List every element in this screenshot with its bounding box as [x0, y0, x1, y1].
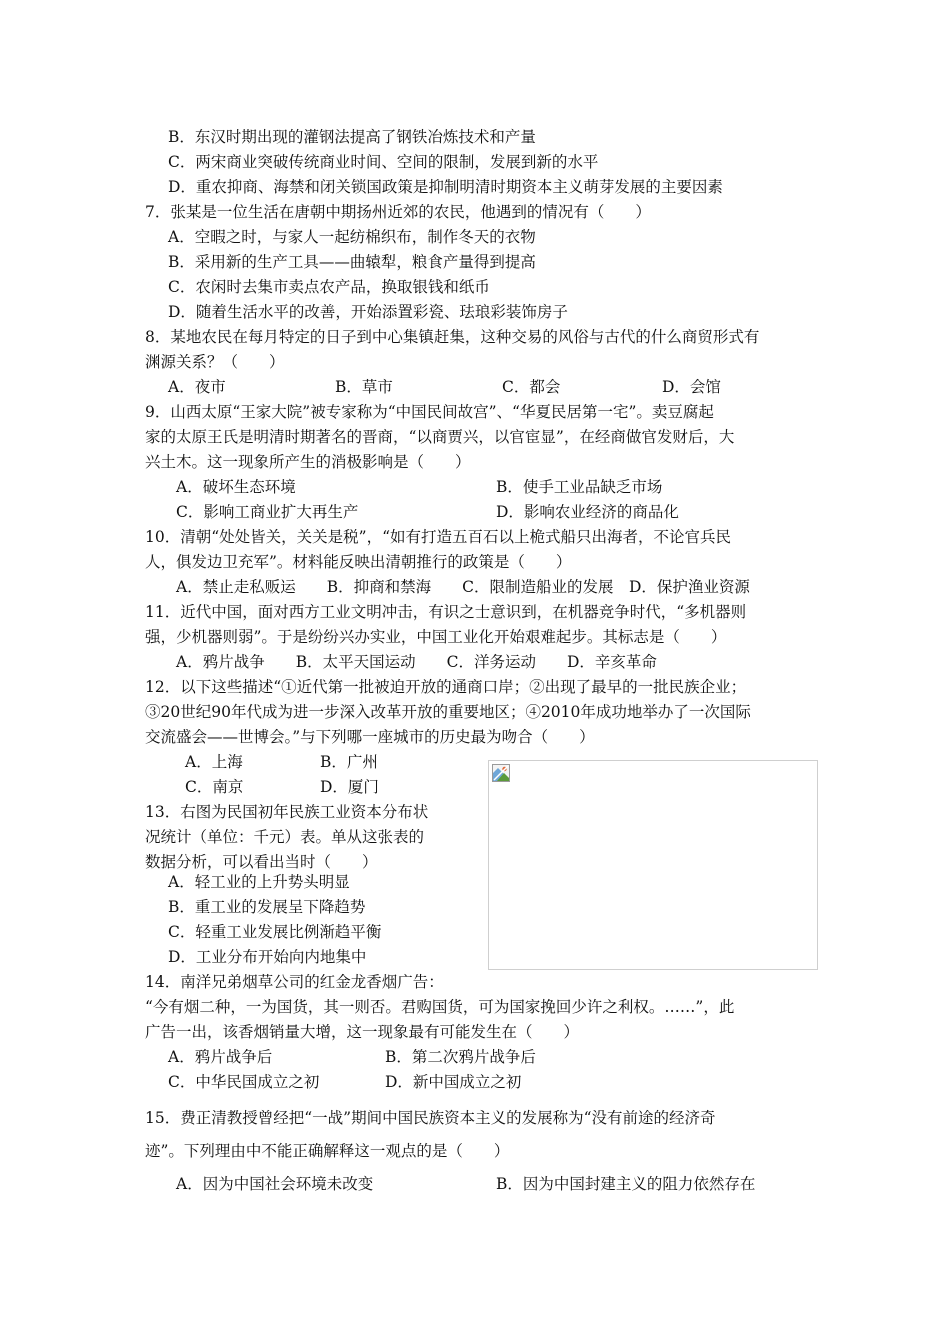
q14-stem: 14．南洋兄弟烟草公司的红金龙香烟广告： — [145, 973, 444, 991]
q11-stem-cont: 强，少机器则弱”。于是纷纷兴办实业，中国工业化开始艰难起步。其标志是（ ） — [145, 628, 727, 646]
q7-option-d: D．随着生活水平的改善，开始添置彩瓷、珐琅彩装饰房子 — [168, 303, 568, 321]
q11-stem: 11．近代中国，面对西方工业文明冲击，有识之士意识到，在机器竞争时代，“多机器则 — [145, 603, 747, 621]
q13-table-image — [488, 760, 818, 970]
q9-option-a: A．破坏生态环境 — [176, 478, 296, 496]
q12-stem: 12．以下这些描述“①近代第一批被迫开放的通商口岸；②出现了最早的一批民族企业； — [145, 678, 747, 696]
broken-image-icon — [492, 764, 510, 782]
q10-stem: 10．清朝“处处皆关，关关是税”，“如有打造五百石以上桅式船只出海者，不论官兵民 — [145, 528, 731, 546]
q9-stem: 9．山西太原“王家大院”被专家称为“中国民间故宫”、“华夏民居第一宅”。卖豆腐起 — [145, 403, 714, 421]
q12-stem-cont-1: ③20世纪90年代成为进一步深入改革开放的重要地区；④2010年成功地举办了一次国际 — [145, 703, 751, 721]
q9-stem-cont-2: 兴土木。这一现象所产生的消极影响是（ ） — [145, 453, 471, 471]
q8-option-d: D．会馆 — [662, 378, 721, 396]
q13-option-c: C．轻重工业发展比例渐趋平衡 — [168, 923, 382, 941]
q10-options: A．禁止走私贩运 B．抑商和禁海 C．限制造船业的发展 D．保护渔业资源 — [176, 578, 750, 596]
q12-option-a: A．上海 — [185, 753, 243, 771]
q13-stem: 13．右图为民国初年民族工业资本分布状 — [145, 803, 429, 821]
q13-stem-cont-1: 况统计（单位：千元）表。单从这张表的 — [145, 828, 425, 846]
q11-options: A．鸦片战争 B．太平天国运动 C．洋务运动 D．辛亥革命 — [176, 653, 657, 671]
q10-stem-cont: 人，俱发边卫充军”。材料能反映出清朝推行的政策是（ ） — [145, 553, 572, 571]
q9-option-c: C．影响工商业扩大再生产 — [176, 503, 359, 521]
q8-stem: 8．某地农民在每月特定的日子到中心集镇赶集，这种交易的风俗与古代的什么商贸形式有 — [145, 328, 760, 346]
q7-option-c: C．农闲时去集市卖点农产品，换取银钱和纸币 — [168, 278, 490, 296]
q15-stem-cont: 迹”。下列理由中不能正确解释这一观点的是（ ） — [145, 1142, 510, 1160]
q12-option-b: B．广州 — [320, 753, 378, 771]
q8-stem-cont: 渊源关系？（ ） — [145, 353, 285, 371]
q9-option-d: D．影响农业经济的商品化 — [496, 503, 679, 521]
q9-stem-cont-1: 家的太原王氏是明清时期著名的晋商，“以商贾兴，以官宦显”，在经商做官发财后，大 — [145, 428, 735, 446]
q14-option-d: D．新中国成立之初 — [385, 1073, 522, 1091]
q12-option-c: C．南京 — [185, 778, 244, 796]
q15-option-a: A．因为中国社会环境未改变 — [176, 1175, 374, 1193]
q8-option-c: C．都会 — [502, 378, 561, 396]
q14-option-c: C．中华民国成立之初 — [168, 1073, 320, 1091]
q7-option-a: A．空暇之时，与家人一起纺棉织布，制作冬天的衣物 — [168, 228, 536, 246]
q13-option-a: A．轻工业的上升势头明显 — [168, 873, 350, 891]
q14-stem-cont-1: “今有烟二种，一为国货，其一则否。君购国货，可为国家挽回少许之利权。……”，此 — [145, 998, 735, 1016]
q14-option-b: B．第二次鸦片战争后 — [385, 1048, 536, 1066]
q15-stem: 15．费正清教授曾经把“一战”期间中国民族资本主义的发展称为“没有前途的经济奇 — [145, 1109, 716, 1127]
q13-option-d: D．工业分布开始向内地集中 — [168, 948, 367, 966]
q12-option-d: D．厦门 — [320, 778, 379, 796]
q6-option-c: C．两宋商业突破传统商业时间、空间的限制，发展到新的水平 — [168, 153, 599, 171]
q13-option-b: B．重工业的发展呈下降趋势 — [168, 898, 366, 916]
q6-option-d: D．重农抑商、海禁和闭关锁国政策是抑制明清时期资本主义萌芽发展的主要因素 — [168, 178, 723, 196]
q9-option-b: B．使手工业品缺乏市场 — [496, 478, 663, 496]
q8-option-a: A．夜市 — [168, 378, 226, 396]
q12-stem-cont-2: 交流盛会——世博会。”与下列哪一座城市的历史最为吻合（ ） — [145, 728, 595, 746]
q14-stem-cont-2: 广告一出，该香烟销量大增，这一现象最有可能发生在（ ） — [145, 1023, 580, 1041]
q15-option-b: B．因为中国封建主义的阻力依然存在 — [496, 1175, 756, 1193]
q7-option-b: B．采用新的生产工具——曲辕犁，粮食产量得到提高 — [168, 253, 536, 271]
q14-option-a: A．鸦片战争后 — [168, 1048, 273, 1066]
q6-option-b: B．东汉时期出现的灌钢法提高了钢铁冶炼技术和产量 — [168, 128, 536, 146]
q7-stem: 7．张某是一位生活在唐朝中期扬州近郊的农民，他遇到的情况有（ ） — [145, 203, 651, 221]
q13-stem-cont-2: 数据分析，可以看出当时（ ） — [145, 853, 378, 871]
q8-option-b: B．草市 — [335, 378, 393, 396]
